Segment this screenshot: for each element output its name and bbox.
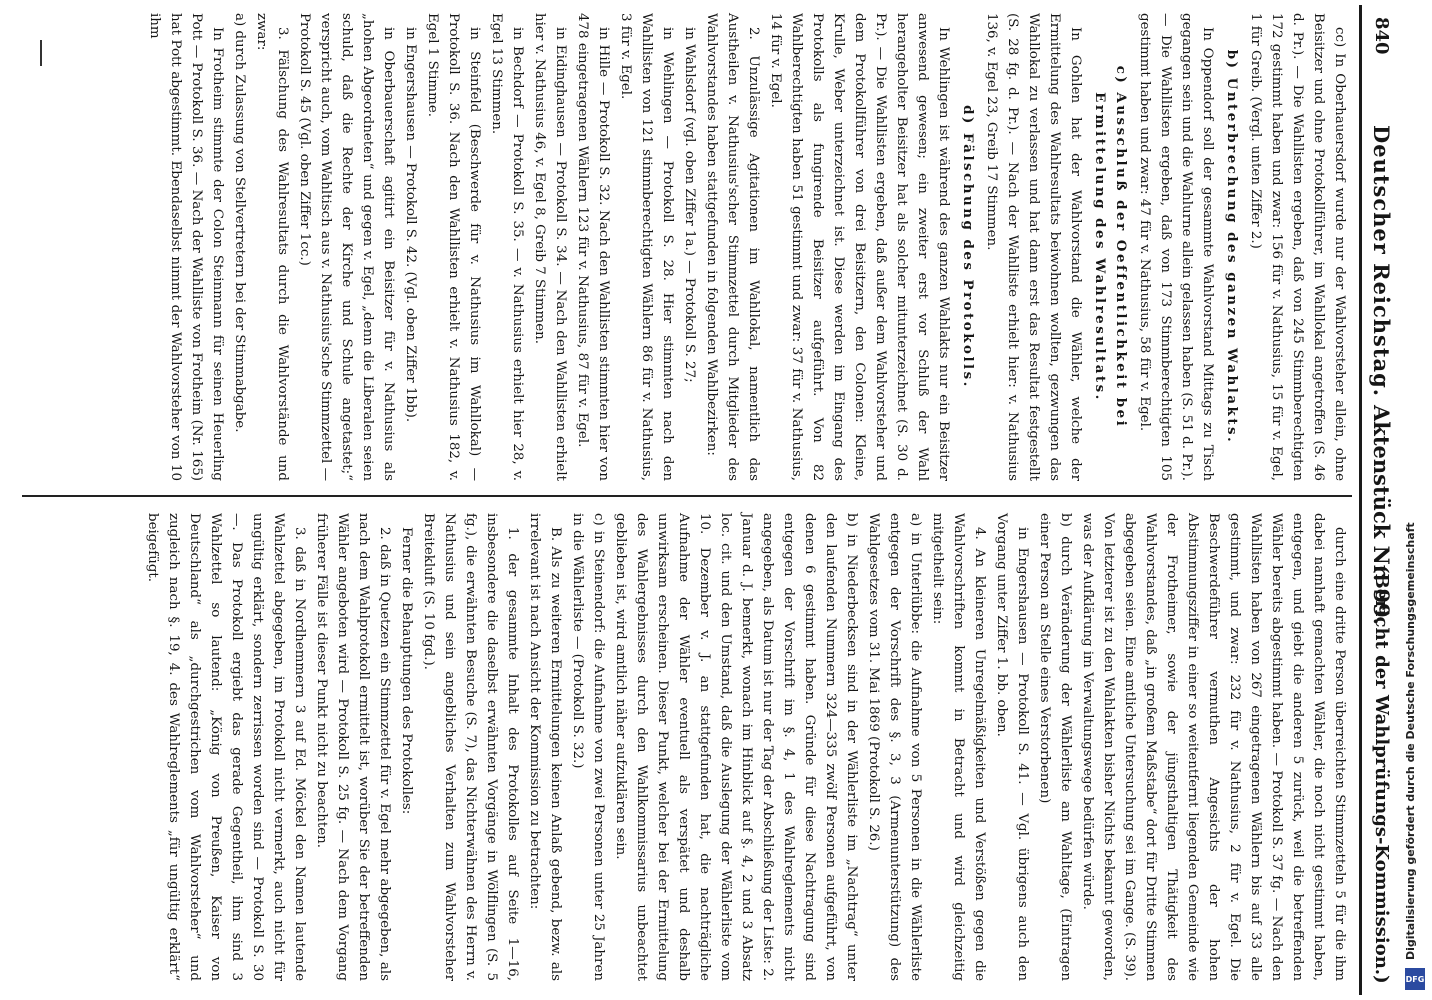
page-header [1364, 5, 1392, 995]
paragraph: 3. daß in Nordhemmern 3 auf Ed. Möckel den Namen lautende Wahlzettel abgegeben, im Protokoll nicht vermerkt, auch nicht für ungültig erklärt, sondern zerrissen worden sind — Protokoll S. 30 —. Das Protokoll ergiebt das gerade Gegentheil, ihm sind 3 Wahlzettel so lautend: „König von Preußen, Kaiser von Deutschland“ als „durchgestrichen vom Wahlvorsteher“ und zugleich nach §. 19, 4. des Wahlreglements „für ungültig erklärt“ beigefügt. [145, 513, 307, 981]
paragraph: 1. der gesammte Inhalt des Protokolles auf Seite 1—16, insbesondere die daselbst erwähnten Vorgänge in Wölflingen (S. 5 fg.), die erwähnten Besuche (S. 7), das Nichterwähnen des Herrn v. Nathusius und sein angebliches Verhalten zum Wahlvorsteher Breitekluft (S. 10 fgd.). [421, 513, 520, 981]
paragraph: 2. daß in Quetzen ein Stimmzettel für v. Egel mehr abgegeben, als nach dem Wahlprotokoll ermittelt ist, worüber Sie der betreffenden Wähler angeboten wird — Protokoll S. 25 fg. — Nach dem Vorgang früherer Fälle ist dieser Punkt nicht zu beachten. [314, 513, 392, 981]
paragraph: in Engershausen — Protokoll S. 41. — Vgl. übrigens auch den Vorgang unter Ziffer 1. bb. oben. [994, 513, 1030, 981]
paragraph: In Frotheim stimmte der Colon Steinmann für seinen Heuerling Pott — Protokoll S. 36. — Nach der Wahlliste von Frotheim (Nr. 165) hat Pott abgestimmt. Ebendaselbst nimmt der Wahlvorsteher von 10 ihm [147, 13, 225, 481]
paragraph: in Engershausen — Protokoll S. 42. (Vgl. oben Ziffer 1bb). [403, 27, 418, 423]
paragraph: In Oppendorf soll der gesammte Wahlvorstand Mittags zu Tisch gegangen sein und die Wahlurne allein gelassen haben (S. 51 d. Pr.). — Die Wahllisten ergeben, daß von 173 Stimmberechtigten 105 gestimmt haben und zwar: 47 für v. Nathusius, 58 für v. Egel. [1137, 13, 1215, 481]
paragraph: in Steinfeld (Beschwerde für v. Nathusius im Wahllokal) — Protokoll S. 36. Nach den Wahllisten erhielt v. Nathusius 182, v. Egel 1 Stimme. [425, 13, 482, 481]
publication-title: Deutscher Reichstag. [1369, 125, 1394, 398]
paragraph: b) in Niederbecksen sind in der Wählerliste im „Nachtrag“ unter den laufenden Nummern 324—335 zwölf Personen aufgeführt, von denen 6 gestimmt haben. Gründe für diese Nachtragung sind entgegen der Vorschrift im §. 4, 1 des Wahlreglements nicht angegeben, als Datum ist nur der Tag der Abschließung der Liste: 2. Januar d. J. bemerkt, wonach im Hinblick auf §. 4, 2 und 3 Absatz loc. cit. und den Umstand, daß die Auslegung der Wählerliste vom 10. Dezember v. J. an stattgefunden hat, die nachträgliche Aufnahme der Wähler eventuell als verspätet und deshalb unwirksam erscheinen. Dieser Punkt, welcher bei der Ermittelung des Wahlergebnisses durch den Wahlkommissarius unbeachtet geblieben ist, wird amtlich näher aufzuklären sein. [613, 513, 859, 981]
dfg-logo-icon: DFG [1405, 968, 1425, 990]
section-heading: d) Fälschung des Protokolls. [960, 105, 976, 389]
left-text-column [143, 13, 1350, 481]
right-text-column [141, 513, 1350, 981]
paragraph: a) in Unterlübbe: die Aufnahme von 5 Personen in die Wählerliste entgegen der Vorschrift des §. 3, 3 (Armenunterstützung) des Wahlgesetzes vom 31. Mai 1869 (Protokoll S. 26.) [866, 513, 923, 981]
paragraph: 4. An kleineren Unregelmäßigkeiten und Verstößen gegen die Wahlvorschriften kommt in Betracht und wird gleichzeitig mitgetheilt sein: [930, 513, 987, 981]
paragraph: B. Als zu weiteren Ermittelungen keinen Anlaß gebend, bezw. als irrelevant ist nach Ansicht der Kommission zu betrachten: [527, 513, 563, 981]
header-rule [1359, 5, 1362, 995]
paragraph: in Hille — Protokoll S. 32. Nach den Wahllisten stimmten hier von 478 eingetragenen Wählern 123 für v. Nathusius, 87 für v. Egel. [575, 13, 611, 481]
paragraph: cc) In Oberhauersdorf wurde nur der Wahlvorsteher allein, ohne Beisitzer und ohne Protokollführer, im Wahllokal angetroffen (S. 46 d. Pr.). — Die Wahllisten ergeben, daß von 245 Stimmberechtigten 172 gestimmt haben und zwar: 156 für v. Nathusius, 15 für v. Egel, 1 für Greib. (Vergl. unten Ziffer 2.) [1248, 13, 1347, 481]
paragraph: durch eine dritte Person überreichten Stimmzetteln 5 für die ihm dabei namhaft gemachten Wähler, die noch nicht gestimmt haben, entgegen, und giebt die anderen 5 zurück, weil die betreffenden Wähler bereits abgestimmt haben. — Protokoll S. 37 fg. — Nach den Wahllisten haben von 267 eingetragenen Wählern bis auf 33 alle gestimmt, und zwar: 232 für v. Nathusius, 2 für v. Egel. Die Beschwerdeführer vermuthen Angesichts der hohen Abstimmungsziffer in einer so weitentfernt liegenden Gemeinde wie der Frotheimer, sowie der jüngsthaltigen Thätigkeit des Wahlvorstandes, daß „in großem Maßstabe“ dort für Dritte Stimmen abgegeben seien. Eine amtliche Untersuchung sei im Gange. (S. 39). Von letzterer ist zu den Wahlakten bisher Nichts bekannt geworden, was der Aufklärung im Verwaltungswege bedürfen würde. [1080, 513, 1347, 982]
scanned-page [12, 5, 1392, 995]
paragraph: in Oberbauerschaft agitirt ein Beisitzer für v. Nathusius als „hohen Abgeordneten“ und gegen v. Egel, „denn die Liberalen seien schuld, daß die Rechte der Kirche und Schule angetastet;“ verspricht auch, vom Wahltisch aus v. Nathusius'sche Stimmzettel — Protokoll S. 45 (Vgl. oben Ziffer 1cc.) [297, 13, 396, 481]
paragraph: in Bechdorf — Protokoll S. 35. — v. Nathusius erhielt hier 28, v. Egel 13 Stimmen. [489, 13, 525, 481]
margin-mark [40, 40, 42, 66]
digitization-credit [1402, 80, 1428, 992]
section-heading: b) Unterbrechung des ganzen Wahlakts. [1224, 49, 1240, 445]
section-heading: c) Ausschluß der Oeffentlichkeit bei Ermittelung des Wahlresultats. [1092, 65, 1129, 429]
paragraph: in Eidinghausen — Protokoll S. 34. — Nach den Wahllisten erhielt hier v. Nathusius 46, v. Egel 8, Greib 7 Stimmen. [532, 13, 568, 481]
paragraph: a) durch Zulassung von Stellvertretern bei der Stimmabgabe. [232, 13, 247, 433]
page-number: 840 [1371, 17, 1392, 55]
paragraph: Ferner die Behauptungen des Protokolles: [399, 527, 414, 815]
column-divider [22, 495, 1352, 497]
paragraph: 3. Fälschung des Wahlresultats durch die Wahlvorstände und zwar: [254, 13, 290, 481]
paragraph: b) durch Veränderung der Wählerliste am Wahltage, (Eintragen einer Person an Stelle eines Verstorbenen) [1037, 513, 1073, 981]
paragraph: In Wehlingen ist während des ganzen Wahlakts nur ein Beisitzer anwesend gewesen; ein zweiter erst vor Schluß der Wahl herangeholter Beisitzer hat als solcher mitunterzeichnet (S. 30 d. Pr.). — Die Wahllisten ergeben, daß außer dem Wahlvorsteher und dem Protokollführer von drei Beisitzern, den Colonen: Kleine, Krulle, Weber unterzeichnet ist. Diese werden im Eingang des Protokolls als fungirende Beisitzer aufgeführt. Von 82 Wahlberechtigten haben 51 gestimmt und zwar: 37 für v. Nathusius, 14 für v. Egel. [768, 13, 951, 481]
paragraph: c) in Steinendorf: die Aufnahme von zwei Personen unter 25 Jahren in die Wählerliste — (Protokoll S. 32.) [570, 513, 606, 981]
report-subtitle: (Bericht der Wahlprüfungs-Kommission.) [1371, 565, 1392, 984]
paragraph: 2. Unzulässige Agitationen im Wahllokal, namentlich das Austheilen v. Nathusius'scher Stimmzettel durch Mitglieder des Wahlvorstandes haben stattgefunden in folgenden Wahlbezirken: [704, 13, 761, 481]
paragraph: In Gohlen hat der Wahlvorstand die Wähler, welche der Ermittelung des Wahlresultats beiwohnen wollten, gezwungen das Wahllokal zu verlassen und hat dann erst das Resultat festgestellt (S. 28 fg. d. Pr.). — Nach der Wahlliste erhielt hier: v. Nathusius 136, v. Egel 23, Greib 17 Stimmen. [984, 13, 1083, 481]
credit-text: Digitalisierung gefördert durch die Deutsche Forschungsgemeinschaft [1404, 522, 1417, 960]
attachment-number: Aktenstück Nr. 99. [1369, 405, 1394, 626]
paragraph: in Wahlsdorf (vgl. oben Ziffer 1a.) — Protokoll S. 27; [682, 27, 697, 383]
paragraph: in Wehlingen — Protokoll S. 28. Hier stimmten nach den Wahllisten von 121 stimmberechtigten Wählern 86 für v. Nathusius, 3 für v. Egel. [618, 13, 675, 481]
